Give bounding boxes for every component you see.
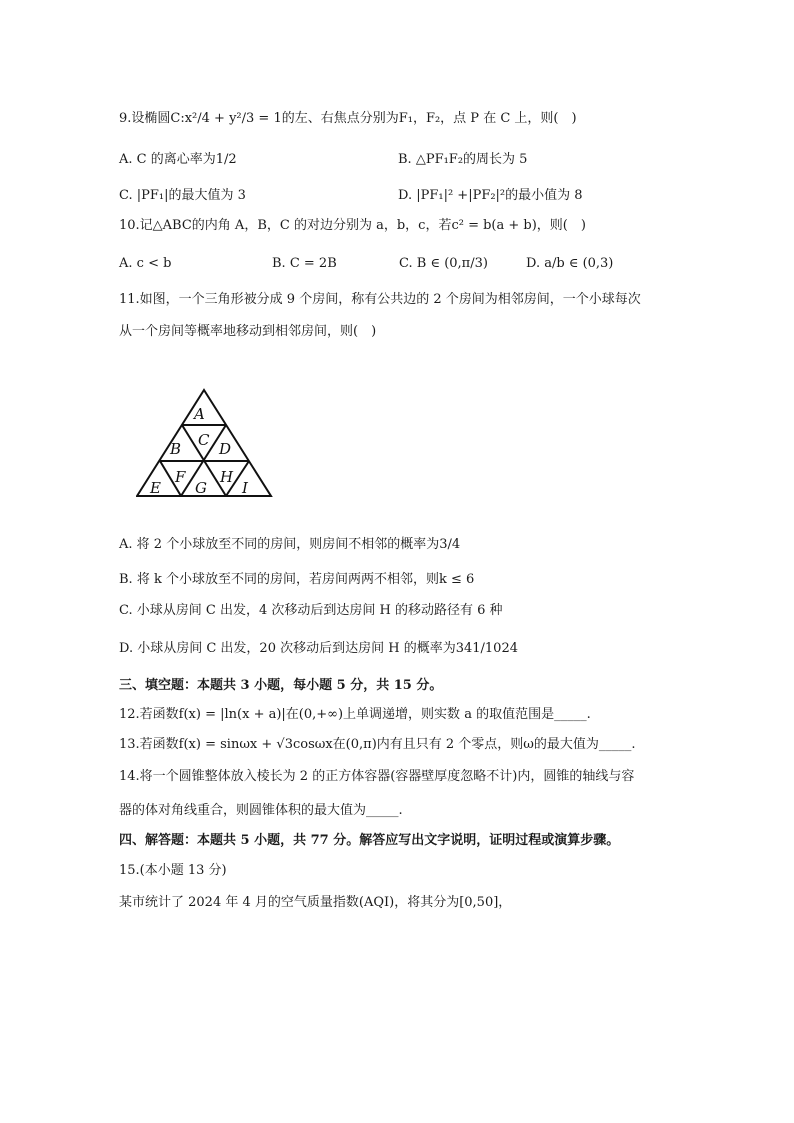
q11-option-a: A. 将 2 个小球放至不同的房间，则房间不相邻的概率为3/4 (119, 537, 461, 552)
q10-option-d: D. a/b ∈ (0,3) (526, 256, 614, 271)
q9-option-d: D. |PF₁|² +|PF₂|²的最小值为 8 (398, 188, 583, 203)
q11-stem-line2: 从一个房间等概率地移动到相邻房间，则( ) (119, 324, 377, 339)
q9-option-b: B. △PF₁F₂的周长为 5 (398, 152, 528, 167)
section-3-heading: 三、填空题：本题共 3 小题，每小题 5 分，共 15 分。 (119, 678, 443, 693)
q11-option-c: C. 小球从房间 C 出发，4 次移动后到达房间 H 的移动路径有 6 种 (119, 603, 503, 618)
question-13: 13.若函数f(x) = sinωx + √3cosωx在(0,π)内有且只有 2 个零点，则ω的最大值为_____. (119, 737, 636, 752)
room-label-g: G (195, 479, 207, 497)
q10-stem: 10.记△ABC的内角 A，B，C 的对边分别为 a，b，c，若c² = b(a + b)，则( ) (119, 218, 586, 233)
question-15-title: 15.(本小题 13 分) (119, 863, 227, 878)
question-12: 12.若函数f(x) = |ln(x + a)|在(0,+∞)上单调递增，则实数 a 的取值范围是_____. (119, 707, 591, 722)
q11-option-b: B. 将 k 个小球放至不同的房间，若房间两两不相邻，则k ≤ 6 (119, 572, 475, 587)
question-14-line2: 器的体对角线重合，则圆锥体积的最大值为_____. (119, 803, 403, 818)
q9-option-a: A. C 的离心率为1/2 (119, 152, 237, 167)
triangle-rooms-figure (136, 386, 278, 502)
question-15-text: 某市统计了 2024 年 4 月的空气质量指数(AQI)，将其分为[0,50]， (119, 895, 512, 910)
room-label-h: H (220, 468, 234, 486)
q9-option-c: C. |PF₁|的最大值为 3 (119, 188, 246, 203)
section-4-heading: 四、解答题：本题共 5 小题，共 77 分。解答应写出文字说明，证明过程或演算步骤。 (119, 833, 620, 848)
question-14-line1: 14.将一个圆锥整体放入棱长为 2 的正方体容器(容器壁厚度忽略不计)内，圆锥的轴线与容 (119, 769, 635, 784)
room-label-i: I (242, 479, 248, 497)
q10-option-b: B. C = 2B (272, 256, 337, 271)
q10-option-c: C. B ∈ (0,π/3) (399, 256, 488, 271)
q9-stem: 9.设椭圆C:x²/4 + y²/3 = 1的左、右焦点分别为F₁，F₂，点 P 在 C 上，则( ) (119, 111, 577, 126)
room-label-c: C (198, 431, 210, 449)
room-label-b: B (170, 440, 182, 458)
room-label-f: F (175, 468, 186, 486)
room-label-e: E (150, 479, 161, 497)
q10-option-a: A. c < b (119, 256, 172, 271)
q11-option-d: D. 小球从房间 C 出发，20 次移动后到达房间 H 的概率为341/1024 (119, 641, 518, 656)
q11-stem-line1: 11.如图，一个三角形被分成 9 个房间，称有公共边的 2 个房间为相邻房间，一个小球每次 (119, 292, 641, 307)
room-label-a: A (194, 405, 205, 423)
room-label-d: D (219, 440, 232, 458)
